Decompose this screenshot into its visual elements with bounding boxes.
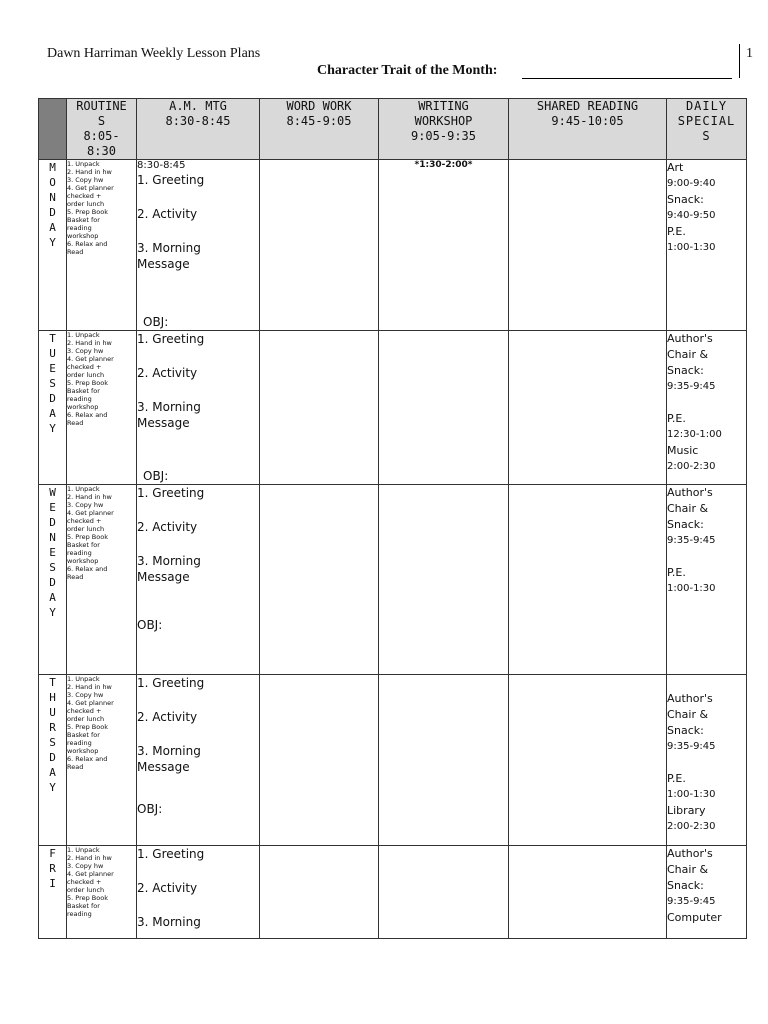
day-letter: D	[49, 516, 56, 529]
am-greeting: 1. Greeting	[137, 332, 205, 346]
header-line: S	[97, 114, 106, 128]
writing-time-note: *1:30-2:00*	[414, 160, 473, 170]
am-activity: 2. Activity	[137, 710, 198, 724]
am-mtg-cell[interactable]	[137, 160, 260, 331]
special-line: Computer	[667, 911, 722, 924]
am-mtg-cell[interactable]	[137, 675, 260, 846]
routine-item: reading	[67, 224, 92, 232]
day-row-wednesday	[39, 485, 747, 675]
day-row-tuesday	[39, 331, 747, 485]
special-line: P.E.	[667, 412, 686, 425]
day-letter: U	[49, 347, 56, 360]
word-work-cell[interactable]	[260, 331, 379, 485]
routine-item: order lunch	[67, 200, 105, 208]
routine-item: Basket for	[67, 731, 100, 739]
am-activity: 2. Activity	[137, 881, 198, 895]
routine-item: 1. Unpack	[67, 675, 100, 683]
am-objective: OBJ:	[143, 315, 169, 329]
lesson-plan-table	[38, 98, 747, 939]
day-letter: E	[49, 546, 56, 559]
routines-cell	[67, 331, 137, 485]
character-trait-blank[interactable]	[522, 78, 732, 79]
routine-item: 3. Copy hw	[67, 347, 104, 355]
am-mtg-cell[interactable]	[137, 846, 260, 939]
special-line: 9:00-9:40	[667, 178, 716, 189]
header-line: ROUTINE	[76, 99, 127, 113]
column-header-shared-reading	[509, 99, 667, 160]
special-line: 9:35-9:45	[667, 535, 716, 546]
day-letter: T	[49, 332, 56, 345]
special-line: 9:40-9:50	[667, 210, 716, 221]
word-work-cell[interactable]	[260, 846, 379, 939]
am-morning: 3. Morning	[137, 241, 201, 255]
am-greeting: 1. Greeting	[137, 676, 205, 690]
routine-item: 4. Get planner	[67, 355, 114, 363]
routine-item: checked +	[67, 363, 102, 371]
header-line: WORD WORK	[286, 99, 352, 113]
special-line: Author's	[667, 486, 713, 499]
routine-item: order lunch	[67, 371, 105, 379]
routine-item: 5. Prep Book	[67, 208, 108, 216]
am-mtg-cell[interactable]	[137, 485, 260, 675]
routine-item: checked +	[67, 192, 102, 200]
routine-item: 2. Hand in hw	[67, 854, 112, 862]
special-line: Snack:	[667, 518, 704, 531]
routine-item: order lunch	[67, 715, 105, 723]
am-greeting: 1. Greeting	[137, 486, 205, 500]
day-letter: D	[49, 751, 56, 764]
day-row-thursday	[39, 675, 747, 846]
routine-item: 6. Relax and	[67, 240, 108, 248]
special-line: Library	[667, 804, 706, 817]
routine-item: Basket for	[67, 902, 100, 910]
day-label-monday	[39, 160, 67, 331]
routine-item: 6. Relax and	[67, 755, 108, 763]
routine-item: 2. Hand in hw	[67, 168, 112, 176]
special-line: Snack:	[667, 364, 704, 377]
day-row-monday	[39, 160, 747, 331]
special-line: 1:00-1:30	[667, 583, 716, 594]
am-morning: 3. Morning	[137, 915, 201, 929]
day-letter: Y	[49, 236, 56, 249]
day-letter: E	[49, 501, 56, 514]
document-title: Dawn Harriman Weekly Lesson Plans	[47, 46, 261, 61]
routine-item: 5. Prep Book	[67, 894, 108, 902]
column-header-writing-workshop	[379, 99, 509, 160]
day-letter: S	[49, 377, 56, 390]
word-work-cell[interactable]	[260, 675, 379, 846]
header-line: S	[702, 129, 711, 143]
word-work-cell[interactable]	[260, 485, 379, 675]
header-line: 8:05-	[83, 129, 120, 143]
special-line: 1:00-1:30	[667, 789, 716, 800]
day-letter: A	[49, 766, 56, 779]
routine-item: reading	[67, 739, 92, 747]
special-line: 1:00-1:30	[667, 242, 716, 253]
special-line: Author's	[667, 847, 713, 860]
am-morning: 3. Morning	[137, 400, 201, 414]
routine-item: 4. Get planner	[67, 699, 114, 707]
routine-item: Read	[67, 573, 84, 581]
routine-item: Basket for	[67, 387, 100, 395]
day-letter: S	[49, 736, 56, 749]
day-letter: F	[49, 847, 56, 860]
header-line: SHARED READING	[536, 99, 639, 113]
routine-item: checked +	[67, 517, 102, 525]
am-morning: 3. Morning	[137, 554, 201, 568]
header-line: A.M. MTG	[169, 99, 227, 113]
special-line: 2:00-2:30	[667, 821, 716, 832]
day-letter: I	[49, 877, 56, 890]
day-letter: E	[49, 362, 56, 375]
special-line: P.E.	[667, 772, 686, 785]
special-line: Author's	[667, 332, 713, 345]
routine-item: workshop	[67, 747, 99, 755]
daily-specials-cell	[667, 160, 747, 331]
routines-cell	[67, 675, 137, 846]
am-objective: OBJ:	[137, 618, 163, 632]
special-line: P.E.	[667, 225, 686, 238]
header-line: SPECIAL	[677, 114, 736, 128]
routine-item: order lunch	[67, 525, 105, 533]
routine-item: 3. Copy hw	[67, 691, 104, 699]
day-letter: D	[49, 392, 56, 405]
page-number: 1	[746, 46, 753, 61]
routine-item: Basket for	[67, 216, 100, 224]
header-line: 8:30	[87, 144, 116, 158]
column-header-routines	[67, 99, 137, 160]
day-row-friday	[39, 846, 747, 939]
am-objective: OBJ:	[143, 469, 169, 483]
routine-item: 6. Relax and	[67, 411, 108, 419]
special-line: Chair &	[667, 708, 709, 721]
routine-item: 2. Hand in hw	[67, 493, 112, 501]
special-line: 9:35-9:45	[667, 896, 716, 907]
routine-item: 6. Relax and	[67, 565, 108, 573]
routine-item: Read	[67, 763, 84, 771]
routine-item: 2. Hand in hw	[67, 339, 112, 347]
routine-item: 5. Prep Book	[67, 379, 108, 387]
header-line: WORKSHOP	[414, 114, 473, 128]
day-letter: W	[49, 486, 56, 499]
day-label-tuesday	[39, 331, 67, 485]
routine-item: reading	[67, 910, 92, 918]
character-trait-label: Character Trait of the Month:	[317, 63, 498, 78]
writing-workshop-cell[interactable]	[379, 160, 509, 331]
am-message: Message	[137, 760, 190, 774]
header-line: DAILY	[685, 99, 728, 113]
shared-reading-cell[interactable]	[509, 160, 667, 331]
shared-reading-cell[interactable]	[509, 331, 667, 485]
shared-reading-cell[interactable]	[509, 846, 667, 939]
special-line: 12:30-1:00	[667, 429, 722, 440]
header-line: 8:45-9:05	[286, 114, 352, 128]
day-label-friday	[39, 846, 67, 939]
day-label-thursday	[39, 675, 67, 846]
routines-cell	[67, 846, 137, 939]
routine-item: 5. Prep Book	[67, 723, 108, 731]
column-header-word-work	[260, 99, 379, 160]
day-letter: D	[49, 206, 56, 219]
header-line: 9:05-9:35	[410, 129, 477, 143]
routine-item: checked +	[67, 878, 102, 886]
am-morning: 3. Morning	[137, 744, 201, 758]
am-greeting: 1. Greeting	[137, 173, 205, 187]
am-activity: 2. Activity	[137, 366, 198, 380]
routine-item: 1. Unpack	[67, 485, 100, 493]
am-activity: 2. Activity	[137, 520, 198, 534]
am-greeting: 1. Greeting	[137, 847, 205, 861]
routine-item: 3. Copy hw	[67, 176, 104, 184]
special-line: Art	[667, 161, 684, 174]
routine-item: 2. Hand in hw	[67, 683, 112, 691]
header-line: 8:30-8:45	[165, 114, 231, 128]
word-work-cell[interactable]	[260, 160, 379, 331]
am-message: Message	[137, 570, 190, 584]
day-letter: D	[49, 576, 56, 589]
day-letter: U	[49, 706, 56, 719]
routine-item: Basket for	[67, 541, 100, 549]
writing-workshop-cell[interactable]	[379, 331, 509, 485]
routine-item: workshop	[67, 232, 99, 240]
day-letter: Y	[49, 606, 56, 619]
special-line: Author's	[667, 692, 713, 705]
day-letter: R	[49, 721, 56, 734]
am-message: Message	[137, 257, 190, 271]
day-letter: M	[49, 161, 56, 174]
day-label-wednesday	[39, 485, 67, 675]
table-header-row	[39, 99, 747, 160]
am-activity: 2. Activity	[137, 207, 198, 221]
day-letter: T	[49, 676, 56, 689]
special-line: Chair &	[667, 863, 709, 876]
day-letter: N	[49, 191, 56, 204]
special-line: Chair &	[667, 348, 709, 361]
header-line: 9:45-10:05	[551, 114, 624, 128]
routine-item: 1. Unpack	[67, 846, 100, 854]
routine-item: 3. Copy hw	[67, 862, 104, 870]
writing-workshop-cell[interactable]	[379, 675, 509, 846]
routine-item: Read	[67, 419, 84, 427]
am-objective: OBJ:	[137, 802, 163, 816]
routine-item: Read	[67, 248, 84, 256]
routine-item: 4. Get planner	[67, 509, 114, 517]
special-line: Snack:	[667, 724, 704, 737]
day-letter: O	[49, 176, 56, 189]
day-letter: N	[49, 531, 56, 544]
am-mtg-cell[interactable]	[137, 331, 260, 485]
routine-item: workshop	[67, 403, 99, 411]
am-message: Message	[137, 416, 190, 430]
writing-workshop-cell[interactable]	[379, 846, 509, 939]
corner-cell	[39, 99, 67, 160]
special-line: Snack:	[667, 879, 704, 892]
writing-workshop-cell[interactable]	[379, 485, 509, 675]
special-line: 9:35-9:45	[667, 381, 716, 392]
routine-item: 4. Get planner	[67, 870, 114, 878]
special-line: Snack:	[667, 193, 704, 206]
daily-specials-cell	[667, 846, 747, 939]
day-letter: H	[49, 691, 56, 704]
routine-item: 1. Unpack	[67, 331, 100, 339]
page-number-divider	[739, 44, 740, 78]
routine-item: reading	[67, 549, 92, 557]
routine-item: 5. Prep Book	[67, 533, 108, 541]
daily-specials-cell	[667, 485, 747, 675]
day-letter: Y	[49, 422, 56, 435]
routines-cell	[67, 160, 137, 331]
daily-specials-cell	[667, 675, 747, 846]
day-letter: R	[49, 862, 56, 875]
special-line: 2:00-2:30	[667, 461, 716, 472]
special-line: 9:35-9:45	[667, 741, 716, 752]
shared-reading-cell[interactable]	[509, 675, 667, 846]
header-line: WRITING	[418, 99, 469, 113]
routine-item: 1. Unpack	[67, 160, 100, 168]
special-line: Music	[667, 444, 699, 457]
day-letter: A	[49, 407, 56, 420]
special-line: P.E.	[667, 566, 686, 579]
am-mtg-time: 8:30-8:45	[137, 160, 186, 171]
routine-item: workshop	[67, 557, 99, 565]
daily-specials-cell	[667, 331, 747, 485]
routines-cell	[67, 485, 137, 675]
routine-item: reading	[67, 395, 92, 403]
routine-item: order lunch	[67, 886, 105, 894]
shared-reading-cell[interactable]	[509, 485, 667, 675]
routine-item: 3. Copy hw	[67, 501, 104, 509]
day-letter: A	[49, 591, 56, 604]
routine-item: checked +	[67, 707, 102, 715]
day-letter: S	[49, 561, 56, 574]
column-header-am-mtg	[137, 99, 260, 160]
day-letter: Y	[49, 781, 56, 794]
special-line: Chair &	[667, 502, 709, 515]
column-header-daily-specials	[667, 99, 747, 160]
routine-item: 4. Get planner	[67, 184, 114, 192]
day-letter: A	[49, 221, 56, 234]
